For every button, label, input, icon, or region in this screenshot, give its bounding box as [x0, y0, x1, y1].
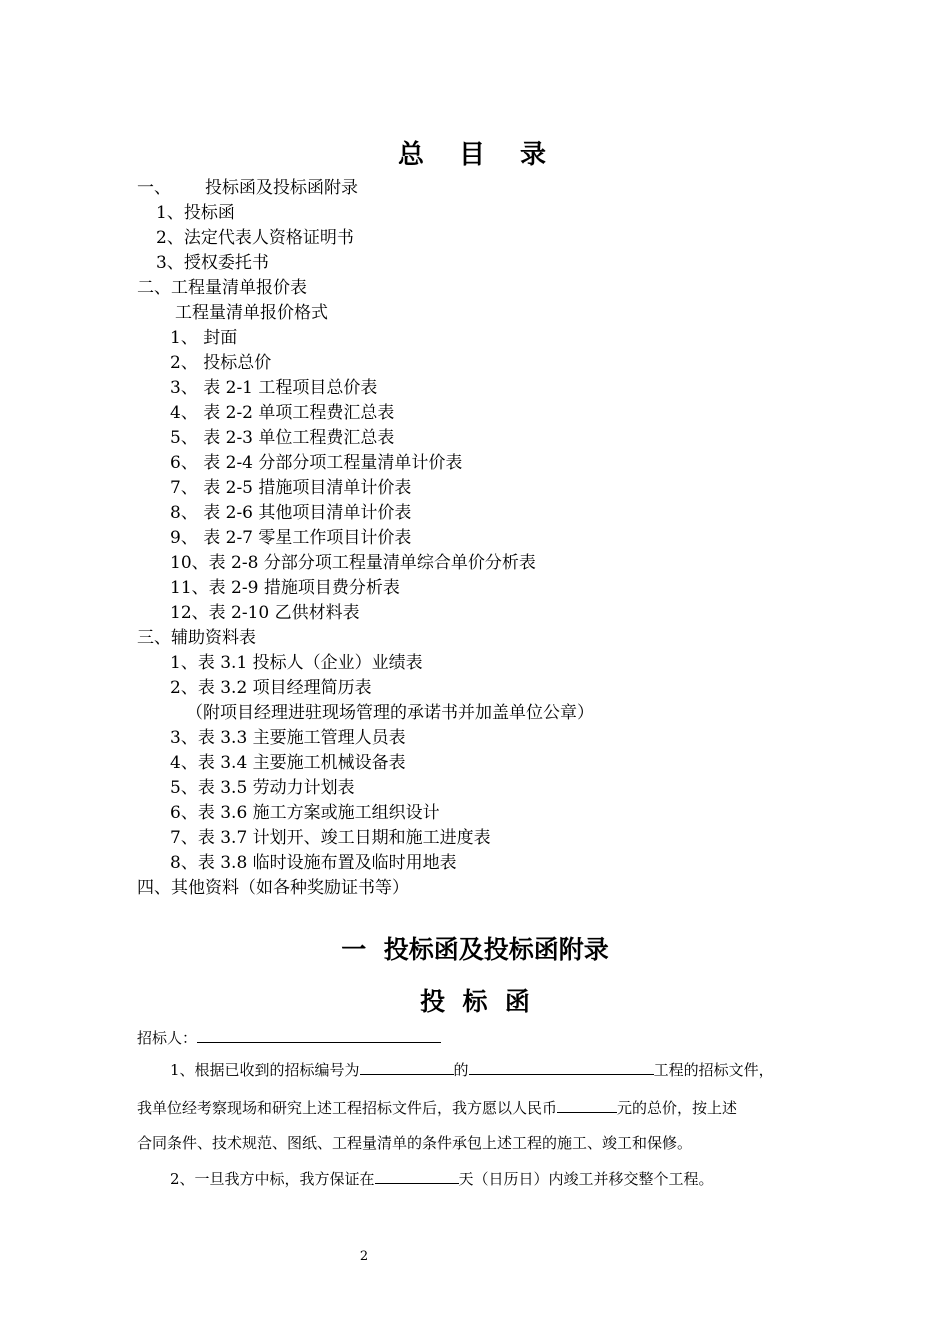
recipient-line [137, 1027, 441, 1048]
letter-paragraph-1-line-3: 合同条件、技术规范、图纸、工程量清单的条件承包上述工程的施工、竣工和保修。 [137, 1134, 693, 1152]
toc-item: 1、 封面 [170, 328, 238, 348]
toc-item: 5、表 3.5 劳动力计划表 [170, 778, 355, 798]
toc-item: 2、表 3.2 项目经理简历表 [170, 678, 372, 698]
duration-days-blank [375, 1168, 459, 1184]
total-price-blank [557, 1097, 617, 1113]
letter-paragraph-1 [170, 1059, 774, 1080]
toc-item: 6、表 3.6 施工方案或施工组织设计 [170, 803, 440, 823]
toc-item: 2、法定代表人资格证明书 [156, 228, 354, 248]
toc-item: 10、表 2-8 分部分项工程量清单综合单价分析表 [170, 553, 536, 573]
toc-item: 四、其他资料（如各种奖励证书等） [137, 878, 409, 898]
letter-paragraph-2 [170, 1168, 714, 1189]
text-run: 2、一旦我方中标，我方保证在 [170, 1170, 375, 1188]
toc-item: 4、表 3.4 主要施工机械设备表 [170, 753, 406, 773]
toc-item: 6、 表 2-4 分部分项工程量清单计价表 [170, 453, 463, 473]
text-run: 1、根据已收到的招标编号为 [170, 1061, 360, 1079]
project-name-blank [469, 1059, 654, 1075]
toc-title: 总 目 录 [397, 140, 553, 170]
toc-item: 三、辅助资料表 [137, 628, 256, 648]
toc-item: 8、表 3.8 临时设施布置及临时用地表 [170, 853, 457, 873]
toc-item: 5、 表 2-3 单位工程费汇总表 [170, 428, 395, 448]
toc-item-text: 投标函及投标函附录 [205, 178, 358, 198]
toc-item: 12、表 2-10 乙供材料表 [170, 603, 360, 623]
letter-title: 投 标 函 [420, 987, 530, 1016]
toc-item: 3、表 3.3 主要施工管理人员表 [170, 728, 406, 748]
recipient-blank [197, 1027, 441, 1043]
recipient-label: 招标人： [137, 1029, 198, 1047]
toc-item: （附项目经理进驻现场管理的承诺书并加盖单位公章） [186, 703, 594, 723]
toc-item: 4、 表 2-2 单项工程费汇总表 [170, 403, 395, 423]
letter-paragraph-1-line-2 [137, 1097, 737, 1118]
text-run: 天（日历日）内竣工并移交整个工程。 [458, 1170, 714, 1188]
toc-item-number: 一、 [137, 178, 171, 198]
page-number: 2 [359, 1249, 369, 1264]
text-run: 的 [453, 1061, 469, 1079]
toc-item: 9、 表 2-7 零星工作项目计价表 [170, 528, 412, 548]
toc-item: 2、 投标总价 [170, 353, 272, 373]
tender-number-blank [360, 1059, 454, 1075]
toc-item: 7、表 3.7 计划开、竣工日期和施工进度表 [170, 828, 491, 848]
toc-item: 工程量清单报价格式 [175, 303, 328, 323]
text-run: 工程的招标文件， [653, 1061, 774, 1079]
toc-item: 3、授权委托书 [156, 253, 269, 273]
toc-item: 8、 表 2-6 其他项目清单计价表 [170, 503, 412, 523]
section-heading: 一 投标函及投标函附录 [341, 935, 609, 964]
text-run: 元的总价，按上述 [617, 1099, 738, 1117]
toc-item: 7、 表 2-5 措施项目清单计价表 [170, 478, 412, 498]
text-run: 我单位经考察现场和研究上述工程招标文件后，我方愿以人民币 [137, 1099, 558, 1117]
toc-item: 3、 表 2-1 工程项目总价表 [170, 378, 378, 398]
toc-item: 1、投标函 [156, 203, 235, 223]
toc-item [137, 178, 358, 198]
toc-item: 1、表 3.1 投标人（企业）业绩表 [170, 653, 423, 673]
toc-item: 11、表 2-9 措施项目费分析表 [170, 578, 400, 598]
toc-item: 二、工程量清单报价表 [137, 278, 307, 298]
